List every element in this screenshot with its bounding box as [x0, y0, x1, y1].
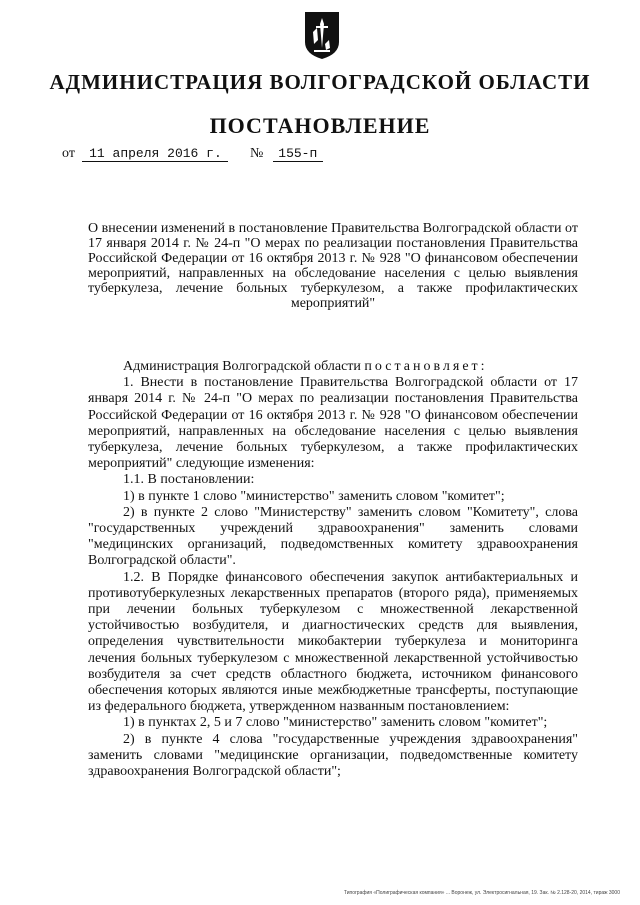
paragraph: 1. Внести в постановление Правительства Волгоградской области от 17 января 2014 г. № 24-п "О мерах по реализации постановления Правительства Российской Федерации от 16 октября 2013 г. № 928 "О финансовом обеспечении мероприятий, направленных на обследование населения с целью выявления туберкулеза, лечение больных туберкулезом, а также профилактических мероприятий" следующие изменения: — [88, 375, 578, 472]
number-prefix: № — [249, 146, 264, 161]
document-type-title: ПОСТАНОВЛЕНИЕ — [209, 113, 431, 138]
document-meta — [62, 146, 323, 162]
paragraph: 1.2. В Порядке финансового обеспечения закупок антибактериальных и противотуберкулезных лекарственных препаратов (второго ряда), применяемых при лечении больных туберкулезом с множественной лекарственной устойчивостью возбудителя, и диагностических средств для выявления, определения чувствительности микобактерии туберкулеза и мониторинга лечения больных туберкулезом с множественной лекарственной устойчивостью возбудителя за счет средств областного бюджета, источником финансового обеспечения которых являются иные межбюджетные трансферты, поступающие из федерального бюджета, утвержденном названным постановлением: — [88, 569, 578, 715]
paragraph: 2) в пункте 2 слово "Министерству" заменить словом "Комитету", слова "государственных учреждений здравоохранения" заменить словами "медицинских организаций, подведомственных комитету здравоохранения Волгоградской области". — [88, 504, 578, 569]
paragraph: 1) в пунктах 2, 5 и 7 слово "министерство" заменить словом "комитет"; — [123, 715, 548, 731]
intro-line — [88, 359, 578, 375]
document-body — [88, 359, 578, 780]
document-subject: О внесении изменений в постановление Правительства Волгоградской области от 17 января 2014 г. № 24-п "О мерах по реализации постановления Правительства Российской Федерации от 16 октября 2013 г. № 928 "О финансовом обеспечении мероприятий, направленных на обследование населения с целью выявления туберкулеза, лечение больных туберкулезом, а также профилактических мероприятий" — [88, 221, 578, 311]
intro-verb: постановляет: — [364, 359, 488, 374]
paragraph: 1.1. В постановлении: — [123, 472, 255, 488]
agency-title: АДМИНИСТРАЦИЯ ВОЛГОГРАДСКОЙ ОБЛАСТИ — [49, 70, 591, 94]
paragraph: 1) в пункте 1 слово "министерство" заменить словом "комитет"; — [123, 488, 505, 504]
intro-lead: Администрация Волгоградской области — [123, 359, 361, 374]
coat-of-arms-icon — [303, 10, 341, 60]
date-prefix: от — [62, 146, 75, 161]
paragraph: 2) в пункте 4 слова "государственные учреждения здравоохранения" заменить словами "медицинские организации, подведомственные комитету здравоохранения Волгоградской области"; — [88, 731, 578, 780]
document-number: 155-п — [273, 146, 323, 162]
document-date: 11 апреля 2016 г. — [82, 146, 228, 162]
print-footer: Типография «Полиграфическая компания» ... Воронеж, ул. Электросигнальная, 19. Зак. № 2.128-20, 2014, тираж 3000 — [343, 890, 620, 896]
